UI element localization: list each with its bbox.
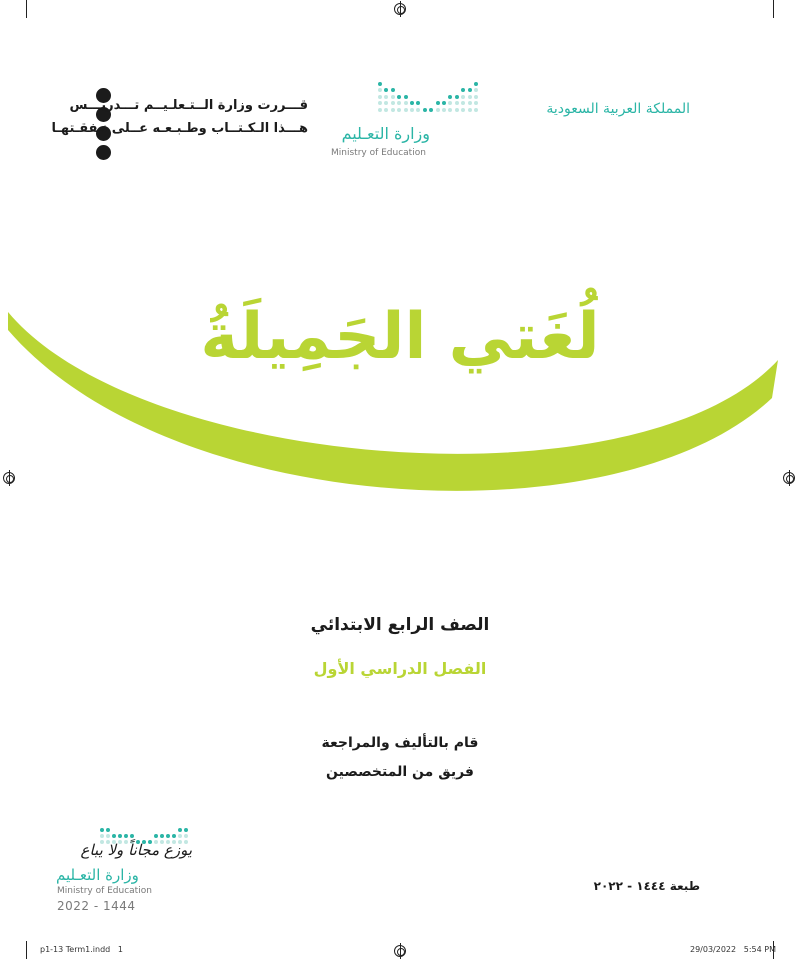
logo-dot xyxy=(468,101,472,105)
logo-dot xyxy=(448,95,452,99)
logo-dot xyxy=(130,834,134,838)
logo-dot xyxy=(397,108,401,112)
logo-dot xyxy=(410,101,414,105)
logo-dot xyxy=(468,95,472,99)
logo-dot xyxy=(391,108,395,112)
ministry-logo-icon xyxy=(378,82,478,122)
footer-year: 2022 - 1444 xyxy=(57,899,136,913)
logo-dot xyxy=(404,108,408,112)
logo-dot xyxy=(178,834,182,838)
decree-line-2: هـــذا الـكـتــاب وطـبـعـه عــلى نـفقـتهـا xyxy=(51,121,308,136)
logo-dot xyxy=(384,95,388,99)
ministry-name-english: Ministry of Education xyxy=(331,148,426,158)
logo-dot xyxy=(404,95,408,99)
print-file-name: p1-13 Term1.indd 1 xyxy=(40,945,123,954)
logo-dot xyxy=(461,108,465,112)
logo-dot xyxy=(448,101,452,105)
logo-dot xyxy=(461,101,465,105)
footer-ministry-name-english: Ministry of Education xyxy=(57,886,152,896)
kingdom-name: المملكة العربية السعودية xyxy=(546,101,690,117)
logo-dot xyxy=(100,828,104,832)
logo-dot xyxy=(468,108,472,112)
logo-dot xyxy=(397,95,401,99)
logo-dot xyxy=(172,834,176,838)
edition-label: طبعة ١٤٤٤ - ٢٠٢٢ xyxy=(593,879,700,893)
logo-dot xyxy=(391,101,395,105)
logo-dot xyxy=(184,834,188,838)
logo-dot xyxy=(448,108,452,112)
logo-dot xyxy=(378,95,382,99)
print-timestamp: 29/03/2022 5:54 PM xyxy=(690,945,776,954)
logo-dot xyxy=(378,101,382,105)
footer-ministry-name-arabic: وزارة التعـليم xyxy=(56,866,139,884)
logo-dot xyxy=(378,88,382,92)
grade-label: الصف الرابع الابتدائي xyxy=(310,615,490,635)
logo-dot xyxy=(416,108,420,112)
logo-dot xyxy=(455,108,459,112)
ministry-name-arabic: وزارة التعـليم xyxy=(341,124,430,143)
logo-dot xyxy=(474,108,478,112)
decree-line-1: قـــررت وزارة الــتـعلـيــم تـــدريـــس xyxy=(69,98,308,113)
logo-dot xyxy=(391,88,395,92)
logo-dot xyxy=(184,828,188,832)
logo-dot xyxy=(160,834,164,838)
logo-dot xyxy=(455,95,459,99)
logo-dot xyxy=(416,101,420,105)
logo-dot xyxy=(474,95,478,99)
logo-dot xyxy=(378,108,382,112)
logo-dot xyxy=(474,101,478,105)
logo-dot xyxy=(455,101,459,105)
logo-dot xyxy=(154,834,158,838)
crop-mark-bottom-left xyxy=(26,941,27,959)
team-label: فريق من المتخصصين xyxy=(326,764,474,780)
registration-mark-top-icon xyxy=(394,3,406,15)
logo-dot xyxy=(429,108,433,112)
logo-dot xyxy=(423,108,427,112)
logo-dot xyxy=(410,108,414,112)
logo-dot xyxy=(442,101,446,105)
registration-mark-bottom-icon xyxy=(394,945,406,957)
decree-dot-icon xyxy=(96,145,111,160)
logo-dot xyxy=(106,834,110,838)
distribution-note: يوزع مجاناً ولا يباع xyxy=(80,841,192,859)
logo-dot xyxy=(468,88,472,92)
logo-dot xyxy=(118,834,122,838)
logo-dot xyxy=(436,101,440,105)
logo-dot xyxy=(474,82,478,86)
logo-dot xyxy=(442,108,446,112)
logo-dot xyxy=(166,834,170,838)
book-title: لُغَتي الجَمِيلَةُ xyxy=(200,300,600,374)
logo-dot xyxy=(384,88,388,92)
crop-mark-top-right xyxy=(773,0,774,18)
logo-dot xyxy=(112,834,116,838)
logo-dot xyxy=(474,88,478,92)
logo-dot xyxy=(397,101,401,105)
logo-dot xyxy=(378,82,382,86)
logo-dot xyxy=(404,101,408,105)
semester-label: الفصل الدراسي الأول xyxy=(313,659,487,678)
logo-dot xyxy=(100,834,104,838)
logo-dot xyxy=(461,88,465,92)
logo-dot xyxy=(178,828,182,832)
logo-dot xyxy=(384,101,388,105)
logo-dot xyxy=(384,108,388,112)
logo-dot xyxy=(124,834,128,838)
authored-by-label: قام بالتأليف والمراجعة xyxy=(321,735,479,751)
logo-dot xyxy=(391,95,395,99)
crop-mark-top-left xyxy=(26,0,27,18)
logo-dot xyxy=(106,828,110,832)
logo-dot xyxy=(436,108,440,112)
logo-dot xyxy=(461,95,465,99)
